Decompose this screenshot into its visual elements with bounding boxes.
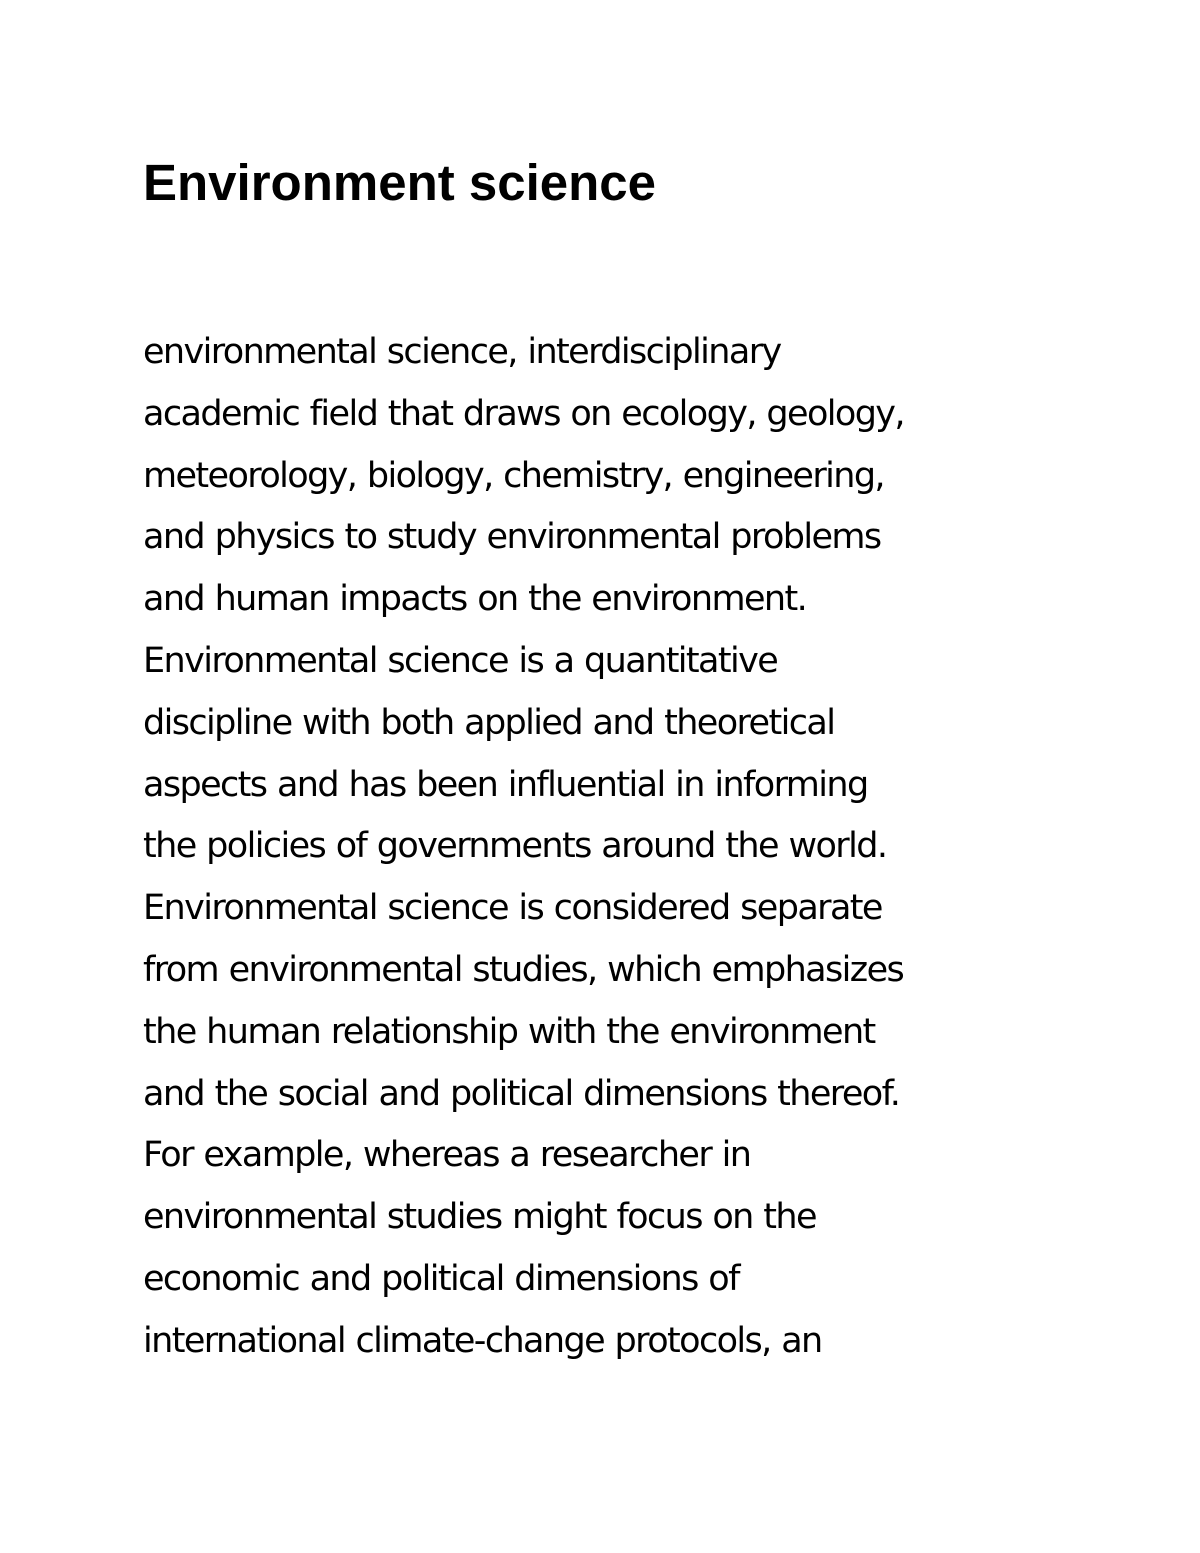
paragraph-line: the policies of governments around the world.	[143, 826, 887, 867]
document-title: Environment science	[143, 154, 657, 211]
paragraph-line: environmental science, interdisciplinary	[143, 332, 781, 372]
paragraph-line: aspects and has been influential in informing	[143, 764, 868, 805]
paragraph-line: For example, whereas a researcher in	[143, 1135, 751, 1176]
paragraph-line: discipline with both applied and theoretical	[143, 702, 835, 743]
paragraph-line: academic field that draws on ecology, geology,	[143, 393, 904, 434]
paragraph-line: and human impacts on the environment.	[143, 579, 807, 620]
paragraph-line: from environmental studies, which emphasizes	[143, 949, 904, 990]
paragraph-line: Environmental science is considered separate	[143, 888, 882, 929]
paragraph-line: international climate-change protocols, an	[143, 1320, 822, 1361]
paragraph-line: and the social and political dimensions thereof.	[143, 1073, 900, 1114]
paragraph-line: and physics to study environmental problems	[143, 517, 881, 558]
paragraph-line: the human relationship with the environment	[143, 1011, 875, 1052]
paragraph-line: Environmental science is a quantitative	[143, 640, 778, 681]
paragraph-line: environmental studies might focus on the	[143, 1197, 816, 1238]
paragraph-line: meteorology, biology, chemistry, engineering,	[143, 455, 884, 496]
body-paragraph	[143, 322, 1143, 1373]
paragraph-line: economic and political dimensions of	[143, 1258, 739, 1299]
